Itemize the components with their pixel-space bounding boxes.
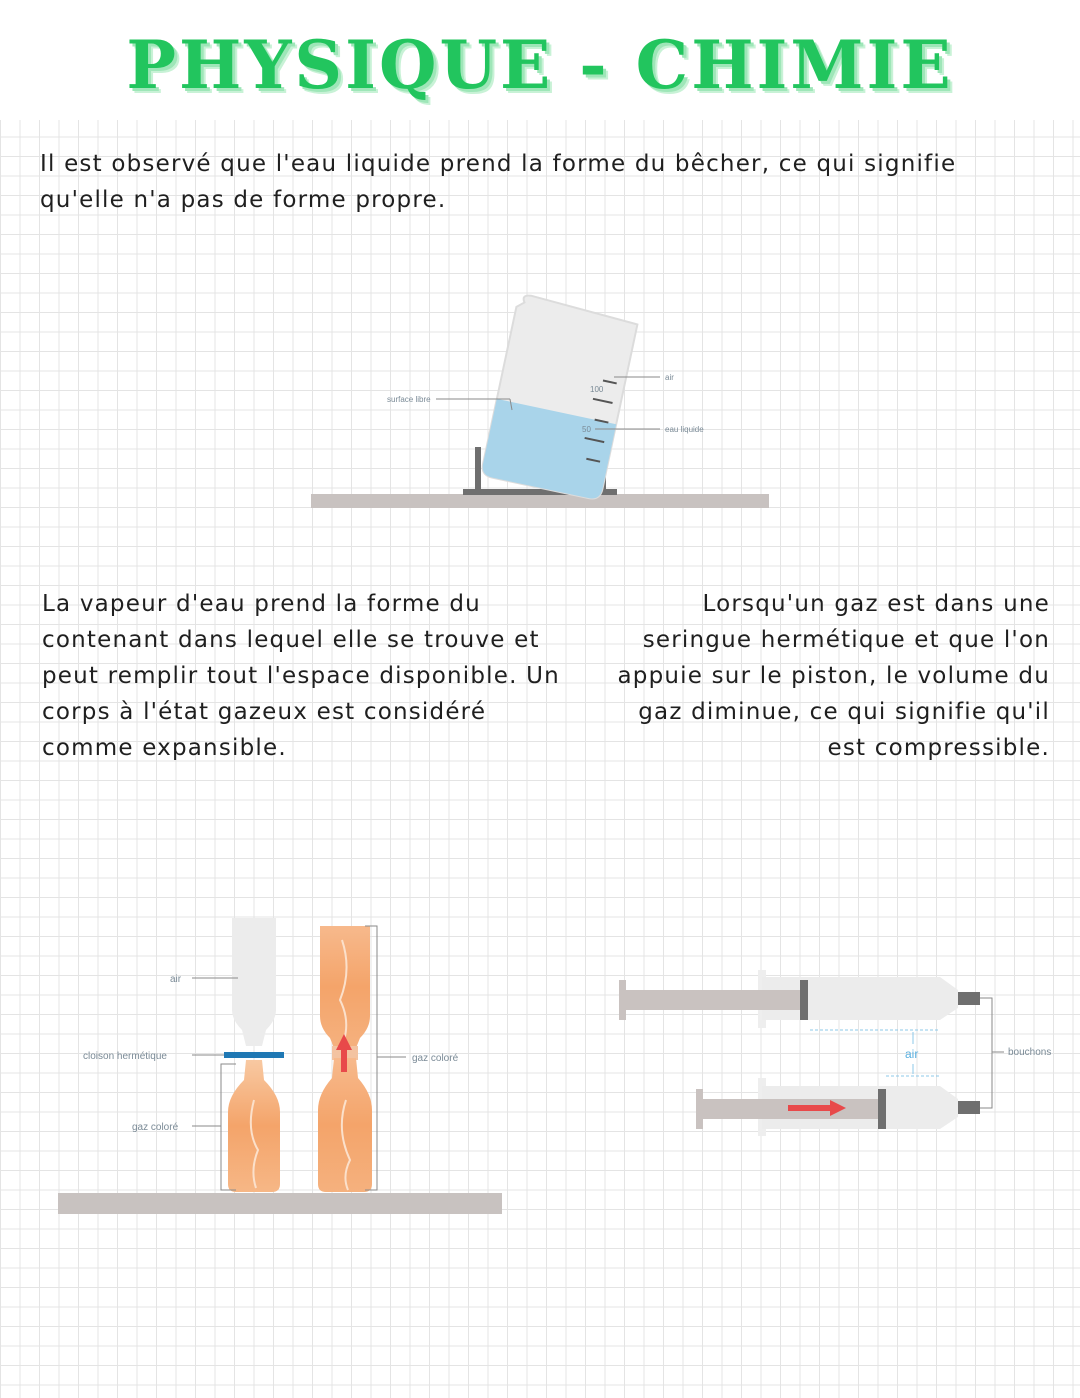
bottle-air	[232, 918, 276, 1046]
paragraph-gas-compressible: Lorsqu'un gaz est dans une seringue hermétique et que l'on appuie sur le piston, le volume du gaz diminue, ce qui signifie qu'il est compressible.	[617, 591, 1050, 761]
label-bouchons: bouchons	[1008, 1047, 1052, 1058]
beaker	[481, 293, 639, 500]
label-eau-liquide: eau liquide	[665, 425, 704, 434]
bottles-figure	[58, 918, 502, 1214]
label-air-bottle: air	[170, 974, 182, 985]
partition	[224, 1052, 284, 1058]
syringes-figure	[619, 970, 1051, 1136]
label-gaz-colore-left: gaz coloré	[132, 1122, 179, 1133]
arrow-up	[341, 1048, 347, 1072]
label-gaz-colore-right: gaz coloré	[412, 1053, 459, 1064]
syringe-bottom	[696, 1078, 980, 1136]
page-title: PHYSIQUE - CHIMIE	[126, 26, 954, 104]
arrow-right	[788, 1105, 832, 1111]
label-cloison: cloison hermétique	[83, 1051, 167, 1062]
paragraph-liquid: Il est observé que l'eau liquide prend la forme du bêcher, ce qui signifie qu'elle n'a pas de forme propre.	[40, 151, 957, 213]
shelf-bottles	[58, 1193, 502, 1214]
syringe-top	[619, 970, 980, 1028]
shelf	[311, 494, 769, 508]
grad-50: 50	[582, 425, 591, 434]
beaker-figure	[311, 293, 769, 508]
paragraph-gas-expansible: La vapeur d'eau prend la forme du contenant dans lequel elle se trouve et peut remplir tout l'espace disponible. Un corps à l'état gazeux est considéré comme expansible.	[42, 591, 560, 761]
label-air-syringe: air	[905, 1047, 919, 1061]
grad-100: 100	[590, 385, 604, 394]
label-air-beaker: air	[665, 373, 674, 382]
label-surface-libre: surface libre	[387, 395, 431, 404]
